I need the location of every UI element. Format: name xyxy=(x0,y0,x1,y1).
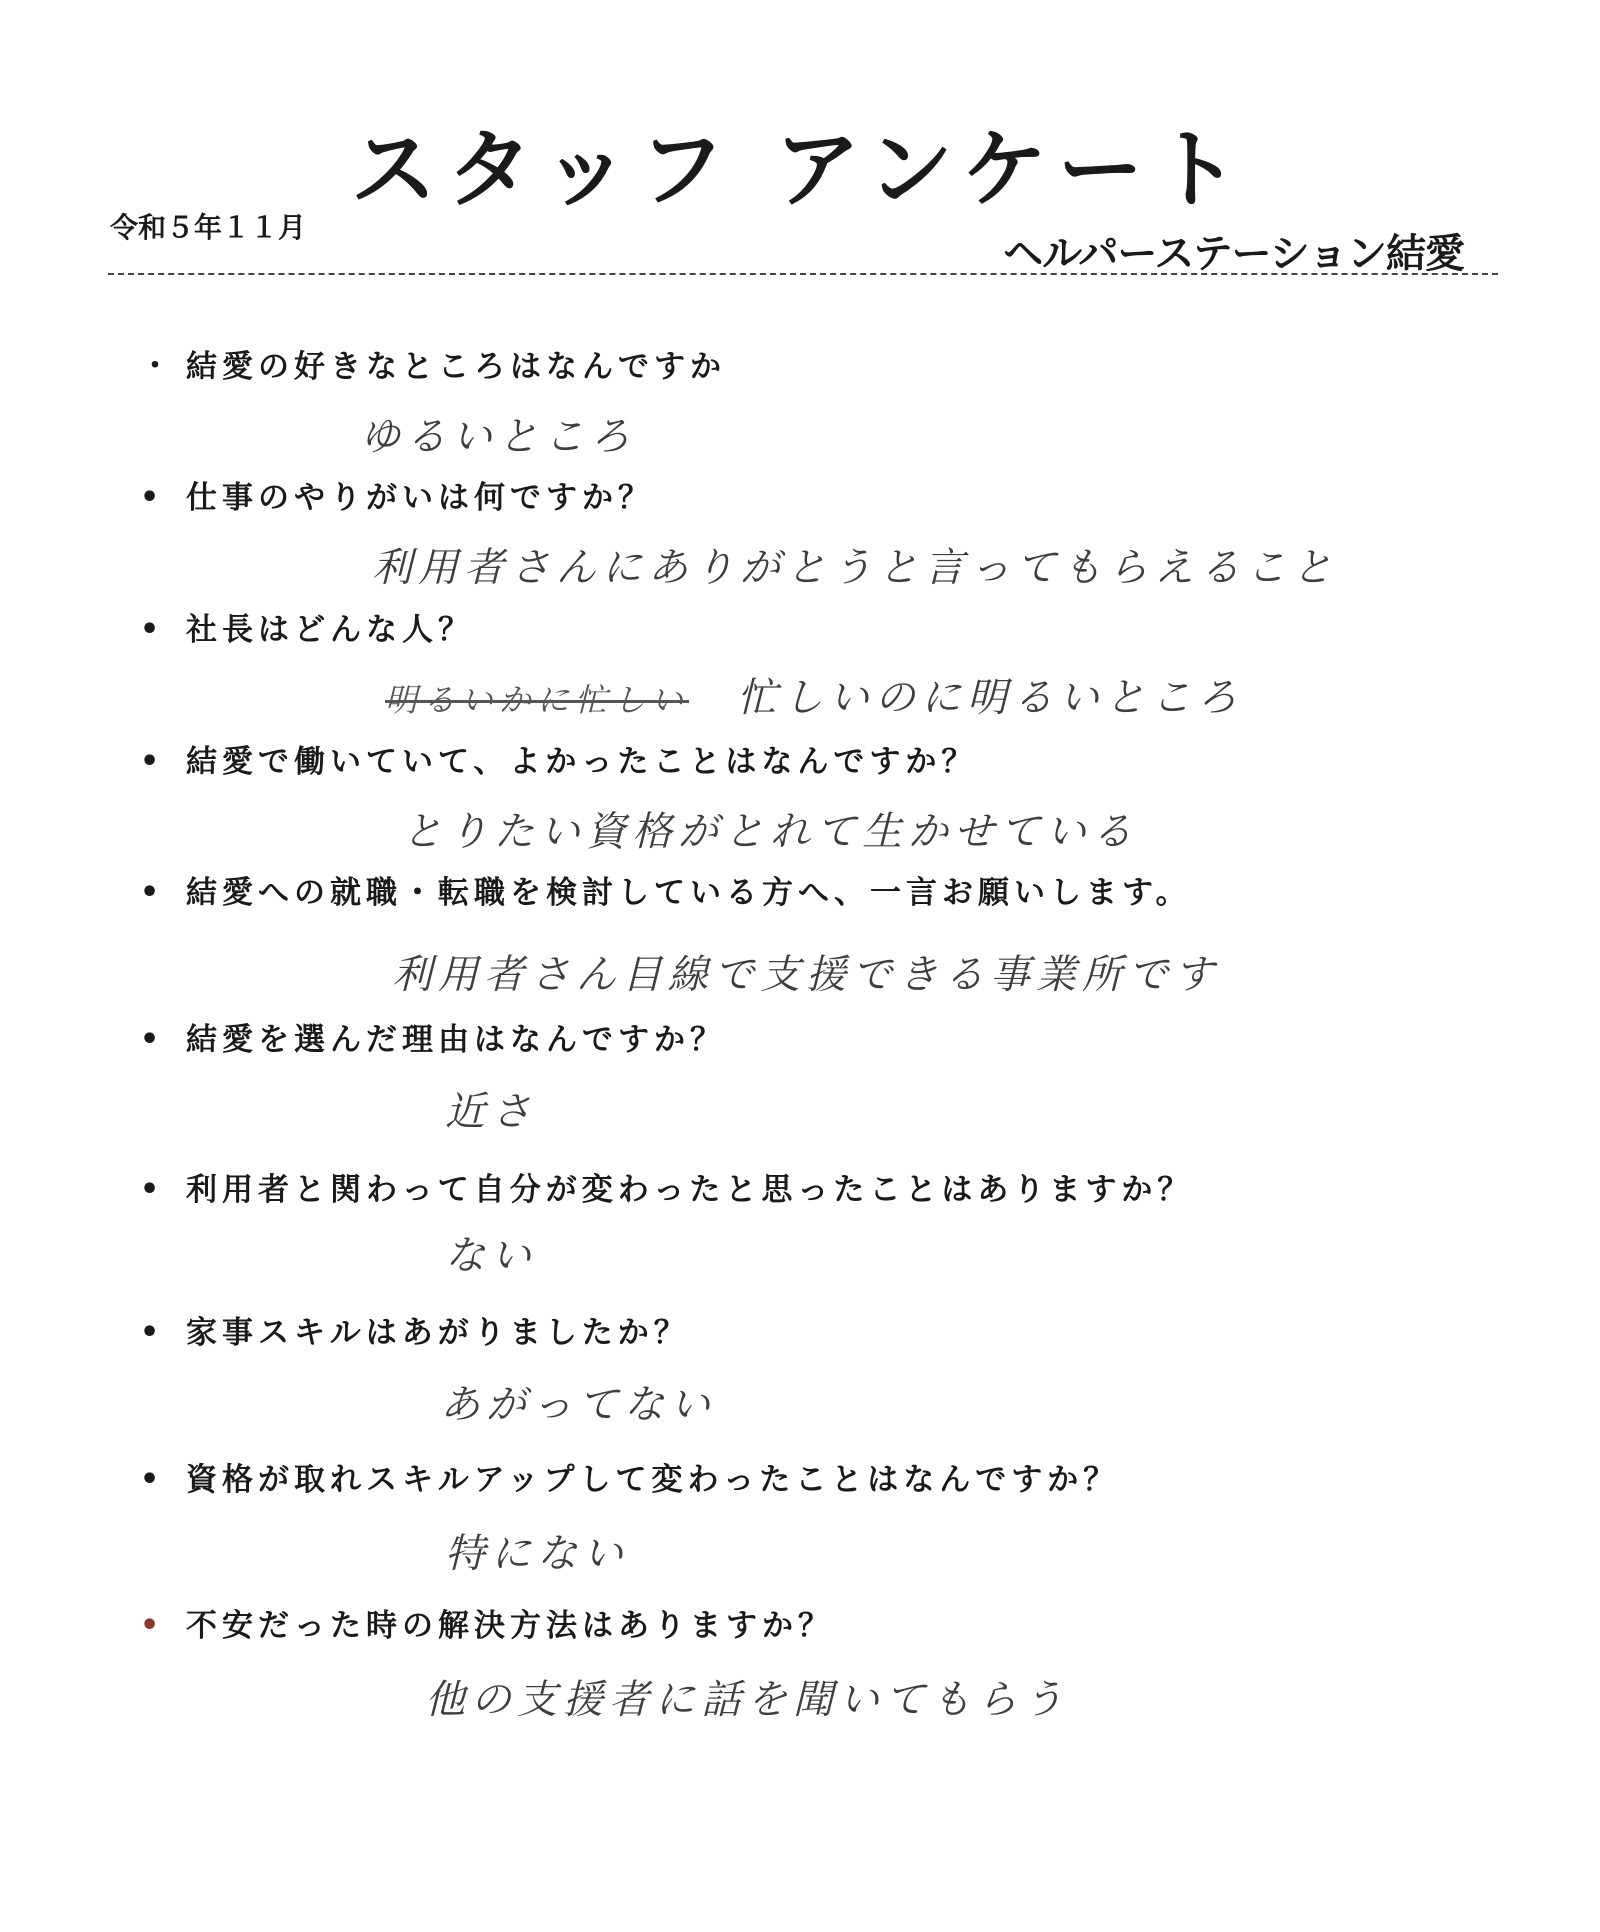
question xyxy=(140,742,1540,782)
bullet: • xyxy=(140,1172,165,1207)
handwritten-answer: 他の支援者に話を聞いてもらう xyxy=(425,1677,1069,1723)
question xyxy=(140,478,1540,518)
survey-item xyxy=(140,742,1540,855)
survey-item xyxy=(140,1313,1540,1428)
handwritten-answer: ゆるいところ xyxy=(360,414,636,460)
question xyxy=(140,873,1540,913)
bullet: • xyxy=(140,1022,165,1057)
question-text: 社長はどんな人？ xyxy=(186,612,474,648)
question-text: 資格が取れスキルアップして変わったことはなんですか？ xyxy=(186,1462,1120,1498)
survey-item xyxy=(140,1460,1540,1577)
question-text: 不安だった時の解決方法はありますか？ xyxy=(186,1608,834,1644)
bullet: • xyxy=(140,612,165,647)
question-text: 利用者と関わって自分が変わったと思ったことはありますか？ xyxy=(186,1172,1194,1208)
survey-date: 令和５年１１月 xyxy=(110,211,307,244)
question xyxy=(140,1020,1540,1060)
question xyxy=(140,1313,1540,1353)
question-text: 結愛への就職・転職を検討している方へ、一言お願いします。 xyxy=(186,875,1192,911)
survey-item xyxy=(140,610,1540,721)
bullet: • xyxy=(140,744,165,779)
question-text: 家事スキルはあがりましたか？ xyxy=(186,1315,690,1351)
handwritten-answer-row xyxy=(385,666,1243,723)
survey-item xyxy=(140,1606,1540,1723)
office-name: ヘルパーステーション結愛 xyxy=(1003,231,1464,277)
survey-item xyxy=(140,347,1540,460)
dashed-divider xyxy=(108,273,1498,275)
handwritten-answer: 利用者さんにありがとうと言ってもらえること xyxy=(372,545,1338,591)
handwritten-answer: ない xyxy=(445,1233,537,1279)
page-title: スタッフ アンケート xyxy=(350,120,1250,220)
question-text: 結愛の好きなところはなんですか xyxy=(186,349,726,385)
survey-item xyxy=(140,1170,1540,1279)
handwritten-answer: あがってない xyxy=(440,1382,716,1428)
bullet: • xyxy=(140,480,165,515)
question-text: 結愛を選んだ理由はなんですか？ xyxy=(186,1022,726,1058)
question-text: 仕事のやりがいは何ですか？ xyxy=(186,480,654,516)
handwritten-answer: 近さ xyxy=(445,1089,537,1135)
survey-item xyxy=(140,1020,1540,1135)
question xyxy=(140,610,1540,650)
survey-item xyxy=(140,478,1540,591)
handwritten-answer: 特にない xyxy=(445,1531,629,1577)
survey-item xyxy=(140,873,1540,998)
handwritten-answer: とりたい資格がとれて生かせている xyxy=(402,809,1138,855)
question-text: 結愛で働いていて、よかったことはなんですか？ xyxy=(186,744,978,780)
question xyxy=(140,1460,1540,1500)
handwritten-answer: 利用者さん目線で支援できる事業所です xyxy=(392,952,1220,998)
bullet: • xyxy=(140,1315,165,1350)
bullet: • xyxy=(140,1462,165,1497)
struck-through-text: 明るいかに忙しい xyxy=(385,681,690,719)
bullet: • xyxy=(140,1608,165,1643)
question xyxy=(140,1170,1540,1210)
bullet: • xyxy=(140,875,165,910)
question xyxy=(140,1606,1540,1646)
question xyxy=(140,347,1540,387)
bullet: ・ xyxy=(140,349,175,384)
handwritten-answer: 忙しいのに明るいところ xyxy=(737,675,1244,721)
